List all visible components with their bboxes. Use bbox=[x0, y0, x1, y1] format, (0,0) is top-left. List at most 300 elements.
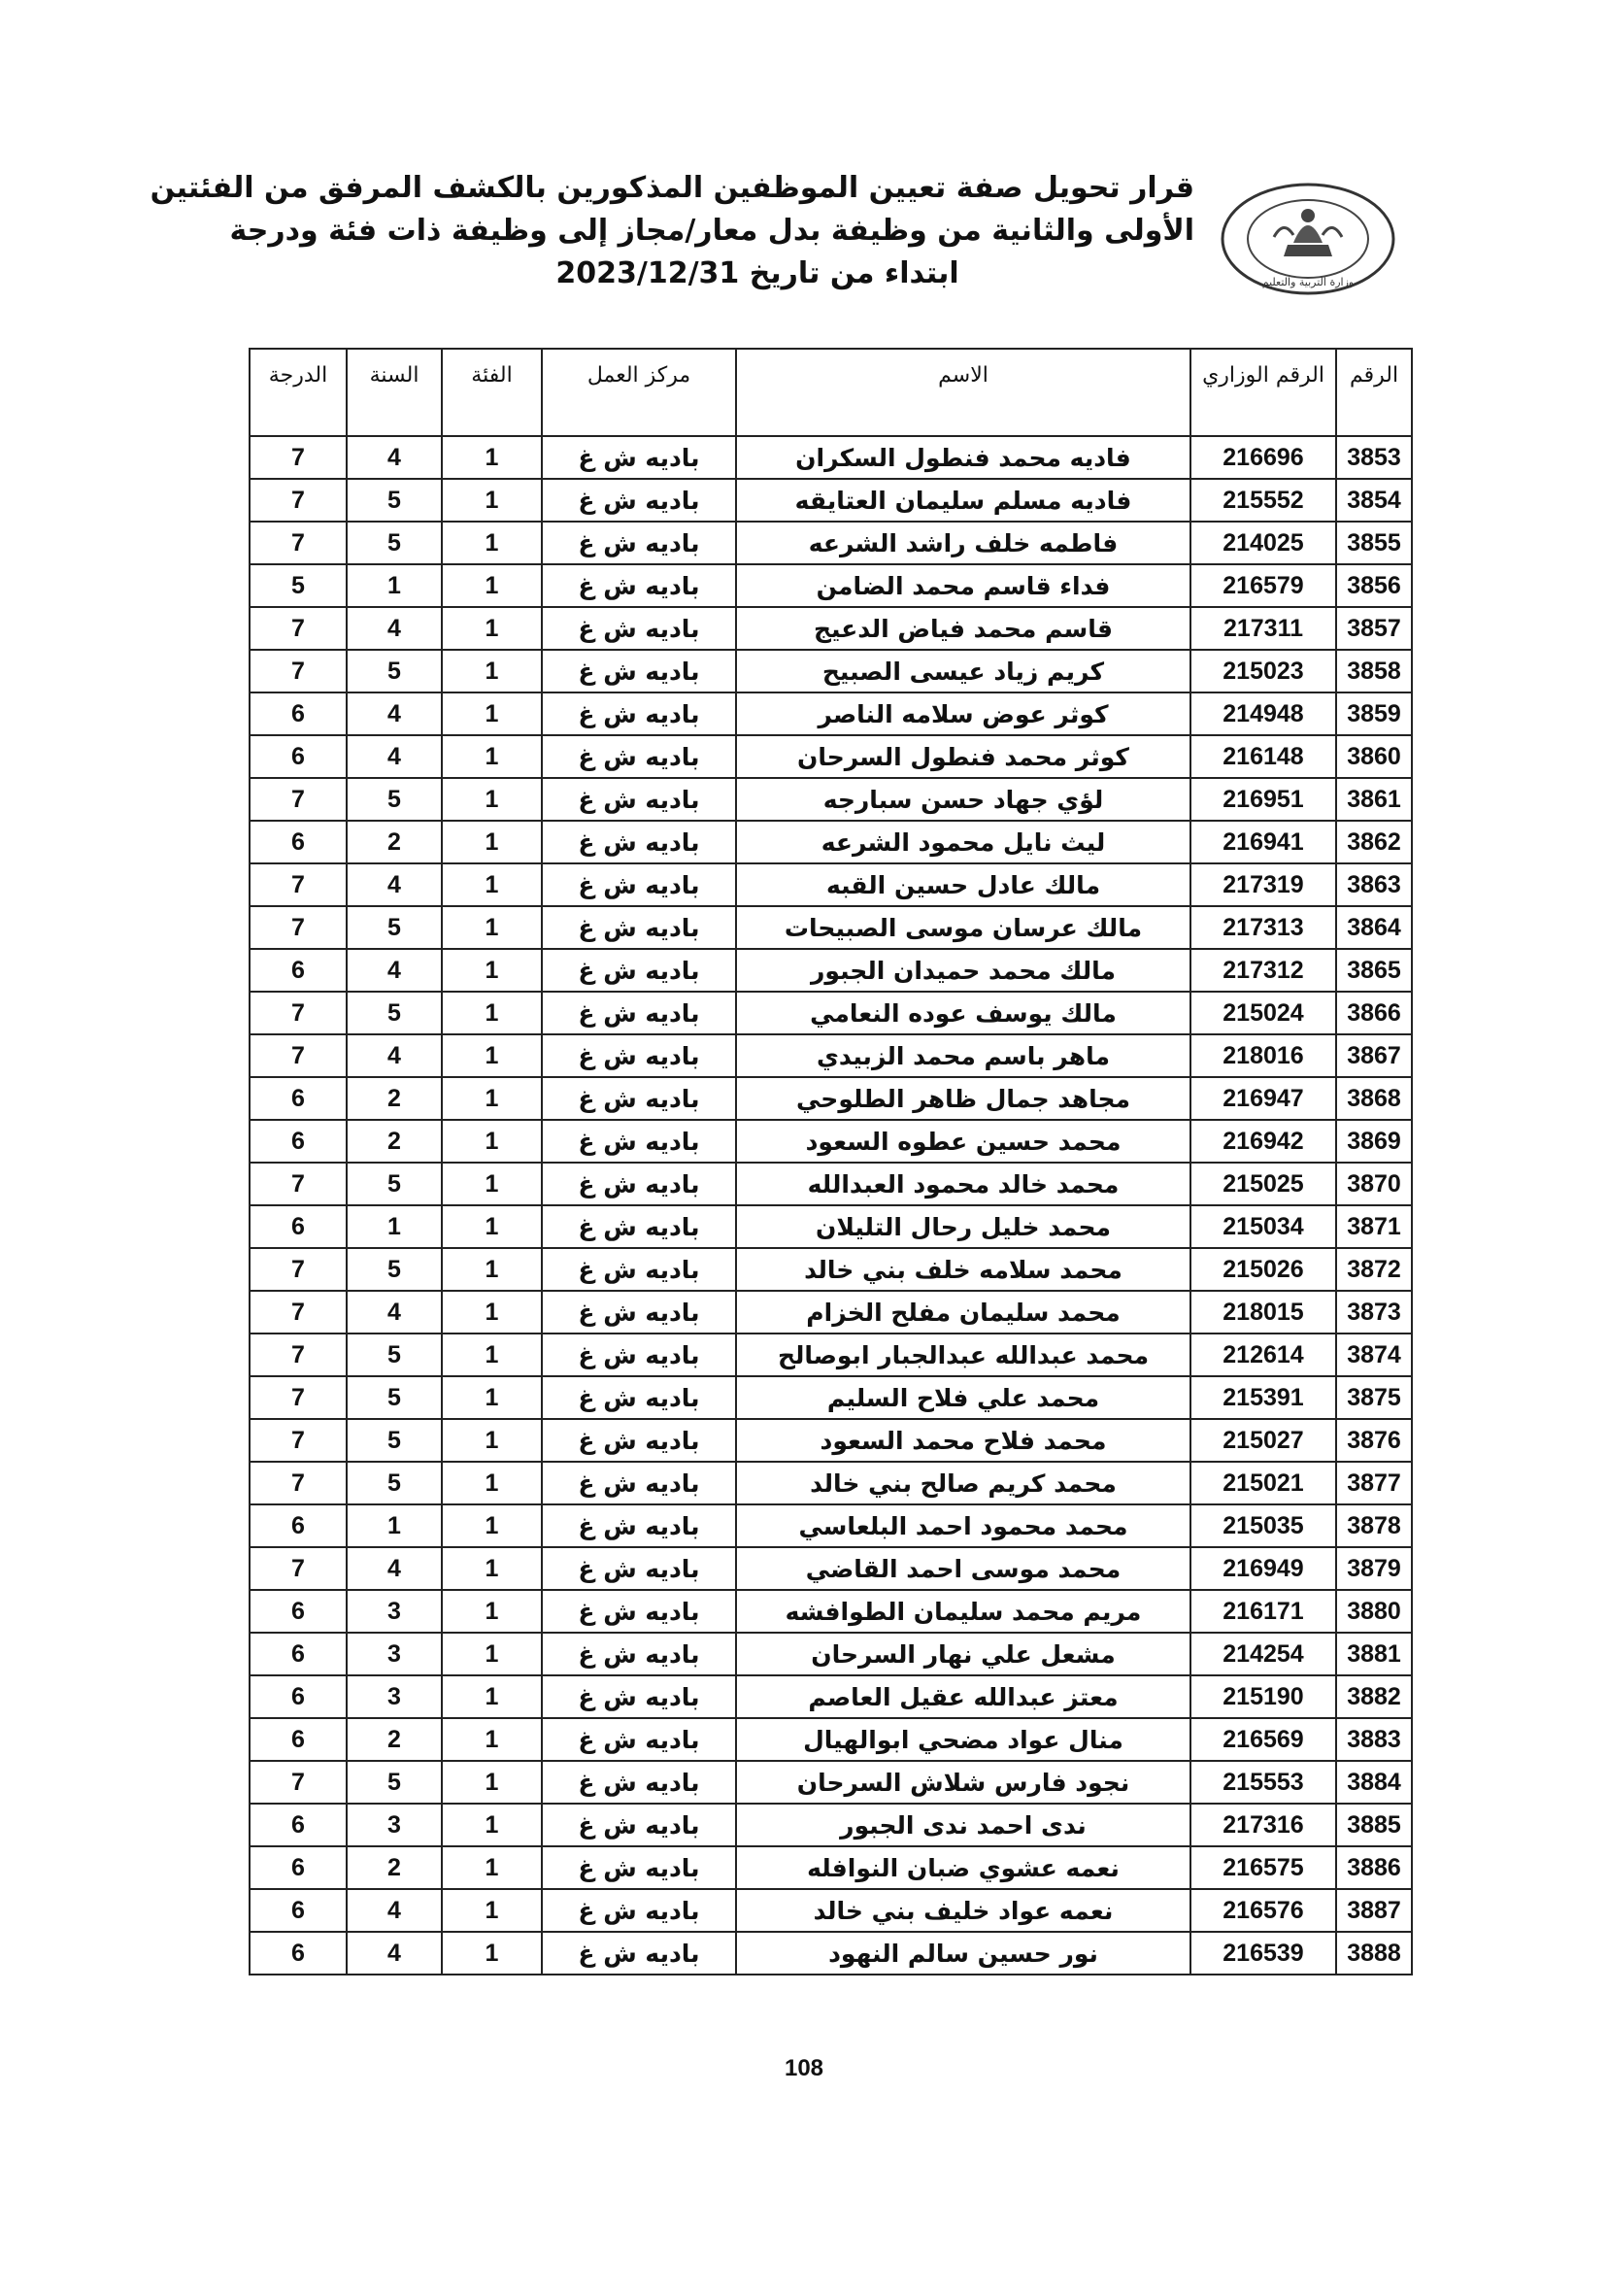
cell-ministry-id: 215023 bbox=[1190, 650, 1336, 692]
cell-category: 1 bbox=[442, 1590, 542, 1633]
cell-ministry-id: 216941 bbox=[1190, 821, 1336, 863]
cell-index: 3884 bbox=[1336, 1761, 1412, 1804]
cell-name: كوثر محمد فنطول السرحان bbox=[736, 735, 1190, 778]
cell-work-center: باديه ش غ bbox=[542, 1932, 736, 1975]
cell-work-center: باديه ش غ bbox=[542, 564, 736, 607]
cell-grade: 6 bbox=[250, 1889, 347, 1932]
cell-category: 1 bbox=[442, 1077, 542, 1120]
cell-grade: 7 bbox=[250, 1334, 347, 1376]
cell-ministry-id: 212614 bbox=[1190, 1334, 1336, 1376]
cell-work-center: باديه ش غ bbox=[542, 1718, 736, 1761]
table-row bbox=[250, 1077, 1412, 1120]
cell-work-center: باديه ش غ bbox=[542, 1205, 736, 1248]
title-line-3: ابتداء من تاريخ 2023/12/31 bbox=[555, 256, 959, 290]
header-index: الرقم bbox=[1336, 349, 1412, 436]
cell-category: 1 bbox=[442, 1889, 542, 1932]
table-row bbox=[250, 1718, 1412, 1761]
cell-work-center: باديه ش غ bbox=[542, 1804, 736, 1846]
cell-work-center: باديه ش غ bbox=[542, 1163, 736, 1205]
table-row bbox=[250, 1163, 1412, 1205]
cell-category: 1 bbox=[442, 692, 542, 735]
cell-ministry-id: 218016 bbox=[1190, 1034, 1336, 1077]
table-row bbox=[250, 863, 1412, 906]
cell-ministry-id: 216171 bbox=[1190, 1590, 1336, 1633]
cell-name: مالك محمد حميدان الجبور bbox=[736, 949, 1190, 992]
cell-name: مالك عادل حسين القبه bbox=[736, 863, 1190, 906]
cell-year: 4 bbox=[347, 1932, 442, 1975]
cell-category: 1 bbox=[442, 1163, 542, 1205]
cell-index: 3881 bbox=[1336, 1633, 1412, 1675]
cell-work-center: باديه ش غ bbox=[542, 778, 736, 821]
table-row bbox=[250, 1590, 1412, 1633]
cell-year: 4 bbox=[347, 949, 442, 992]
table-row bbox=[250, 1462, 1412, 1504]
page-number: 108 bbox=[784, 2055, 824, 2081]
cell-index: 3888 bbox=[1336, 1932, 1412, 1975]
cell-work-center: باديه ش غ bbox=[542, 1761, 736, 1804]
cell-ministry-id: 217312 bbox=[1190, 949, 1336, 992]
cell-grade: 6 bbox=[250, 1504, 347, 1547]
table-row bbox=[250, 436, 1412, 479]
cell-grade: 7 bbox=[250, 778, 347, 821]
cell-ministry-id: 216148 bbox=[1190, 735, 1336, 778]
cell-index: 3885 bbox=[1336, 1804, 1412, 1846]
cell-name: مجاهد جمال ظاهر الطلوحي bbox=[736, 1077, 1190, 1120]
cell-grade: 7 bbox=[250, 436, 347, 479]
header-name: الاسم bbox=[736, 349, 1190, 436]
cell-category: 1 bbox=[442, 1504, 542, 1547]
cell-year: 5 bbox=[347, 992, 442, 1034]
cell-category: 1 bbox=[442, 564, 542, 607]
cell-year: 4 bbox=[347, 436, 442, 479]
table-row bbox=[250, 1846, 1412, 1889]
table-row bbox=[250, 607, 1412, 650]
cell-work-center: باديه ش غ bbox=[542, 692, 736, 735]
cell-index: 3855 bbox=[1336, 522, 1412, 564]
cell-year: 5 bbox=[347, 1761, 442, 1804]
cell-name: ندى احمد ندى الجبور bbox=[736, 1804, 1190, 1846]
cell-work-center: باديه ش غ bbox=[542, 522, 736, 564]
cell-category: 1 bbox=[442, 1334, 542, 1376]
cell-year: 5 bbox=[347, 906, 442, 949]
cell-year: 4 bbox=[347, 1889, 442, 1932]
cell-category: 1 bbox=[442, 1419, 542, 1462]
cell-grade: 6 bbox=[250, 949, 347, 992]
cell-work-center: باديه ش غ bbox=[542, 607, 736, 650]
table-row bbox=[250, 1334, 1412, 1376]
cell-category: 1 bbox=[442, 650, 542, 692]
cell-name: نجود فارس شلاش السرحان bbox=[736, 1761, 1190, 1804]
cell-category: 1 bbox=[442, 479, 542, 522]
cell-name: ماهر باسم محمد الزبيدي bbox=[736, 1034, 1190, 1077]
cell-name: محمد خليل رحال التليلان bbox=[736, 1205, 1190, 1248]
table-row bbox=[250, 1547, 1412, 1590]
cell-year: 4 bbox=[347, 1291, 442, 1334]
cell-work-center: باديه ش غ bbox=[542, 1675, 736, 1718]
cell-name: محمد موسى احمد القاضي bbox=[736, 1547, 1190, 1590]
cell-grade: 6 bbox=[250, 1077, 347, 1120]
cell-ministry-id: 216539 bbox=[1190, 1932, 1336, 1975]
cell-work-center: باديه ش غ bbox=[542, 650, 736, 692]
cell-ministry-id: 215021 bbox=[1190, 1462, 1336, 1504]
cell-year: 5 bbox=[347, 650, 442, 692]
cell-index: 3853 bbox=[1336, 436, 1412, 479]
cell-ministry-id: 216579 bbox=[1190, 564, 1336, 607]
cell-ministry-id: 215026 bbox=[1190, 1248, 1336, 1291]
cell-grade: 6 bbox=[250, 1932, 347, 1975]
cell-name: نور حسين سالم النهود bbox=[736, 1932, 1190, 1975]
cell-year: 4 bbox=[347, 1547, 442, 1590]
cell-index: 3856 bbox=[1336, 564, 1412, 607]
cell-ministry-id: 216696 bbox=[1190, 436, 1336, 479]
cell-ministry-id: 215552 bbox=[1190, 479, 1336, 522]
cell-ministry-id: 214948 bbox=[1190, 692, 1336, 735]
table-row bbox=[250, 1633, 1412, 1675]
cell-work-center: باديه ش غ bbox=[542, 1034, 736, 1077]
cell-work-center: باديه ش غ bbox=[542, 1547, 736, 1590]
cell-work-center: باديه ش غ bbox=[542, 1334, 736, 1376]
table-row bbox=[250, 1761, 1412, 1804]
table-row bbox=[250, 522, 1412, 564]
cell-work-center: باديه ش غ bbox=[542, 1077, 736, 1120]
cell-category: 1 bbox=[442, 735, 542, 778]
cell-index: 3871 bbox=[1336, 1205, 1412, 1248]
cell-grade: 6 bbox=[250, 1804, 347, 1846]
cell-name: محمد سلامه خلف بني خالد bbox=[736, 1248, 1190, 1291]
cell-ministry-id: 215035 bbox=[1190, 1504, 1336, 1547]
cell-index: 3882 bbox=[1336, 1675, 1412, 1718]
cell-year: 4 bbox=[347, 863, 442, 906]
table-row bbox=[250, 1675, 1412, 1718]
cell-work-center: باديه ش غ bbox=[542, 1376, 736, 1419]
cell-ministry-id: 215027 bbox=[1190, 1419, 1336, 1462]
cell-category: 1 bbox=[442, 1846, 542, 1889]
table-row bbox=[250, 949, 1412, 992]
cell-grade: 6 bbox=[250, 1633, 347, 1675]
cell-ministry-id: 217313 bbox=[1190, 906, 1336, 949]
cell-name: مشعل علي نهار السرحان bbox=[736, 1633, 1190, 1675]
cell-work-center: باديه ش غ bbox=[542, 1291, 736, 1334]
cell-ministry-id: 216569 bbox=[1190, 1718, 1336, 1761]
cell-ministry-id: 214254 bbox=[1190, 1633, 1336, 1675]
cell-year: 5 bbox=[347, 479, 442, 522]
cell-name: مالك يوسف عوده النعامي bbox=[736, 992, 1190, 1034]
cell-index: 3880 bbox=[1336, 1590, 1412, 1633]
cell-ministry-id: 214025 bbox=[1190, 522, 1336, 564]
cell-ministry-id: 215190 bbox=[1190, 1675, 1336, 1718]
cell-year: 5 bbox=[347, 1376, 442, 1419]
cell-grade: 7 bbox=[250, 1291, 347, 1334]
cell-ministry-id: 216576 bbox=[1190, 1889, 1336, 1932]
cell-index: 3861 bbox=[1336, 778, 1412, 821]
cell-name: محمد فلاح محمد السعود bbox=[736, 1419, 1190, 1462]
cell-index: 3866 bbox=[1336, 992, 1412, 1034]
cell-name: محمد حسين عطوه السعود bbox=[736, 1120, 1190, 1163]
cell-grade: 6 bbox=[250, 735, 347, 778]
cell-name: فاطمه خلف راشد الشرعه bbox=[736, 522, 1190, 564]
cell-index: 3860 bbox=[1336, 735, 1412, 778]
cell-work-center: باديه ش غ bbox=[542, 479, 736, 522]
cell-grade: 7 bbox=[250, 906, 347, 949]
cell-year: 4 bbox=[347, 692, 442, 735]
cell-grade: 7 bbox=[250, 1462, 347, 1504]
cell-year: 5 bbox=[347, 1163, 442, 1205]
cell-index: 3864 bbox=[1336, 906, 1412, 949]
cell-name: لؤي جهاد حسن سبارجه bbox=[736, 778, 1190, 821]
cell-year: 5 bbox=[347, 778, 442, 821]
cell-index: 3854 bbox=[1336, 479, 1412, 522]
cell-ministry-id: 215034 bbox=[1190, 1205, 1336, 1248]
cell-year: 1 bbox=[347, 564, 442, 607]
cell-index: 3869 bbox=[1336, 1120, 1412, 1163]
cell-index: 3886 bbox=[1336, 1846, 1412, 1889]
table-header-row bbox=[250, 349, 1412, 436]
table-row bbox=[250, 1291, 1412, 1334]
cell-name: فداء قاسم محمد الضامن bbox=[736, 564, 1190, 607]
table-row bbox=[250, 479, 1412, 522]
table-row bbox=[250, 735, 1412, 778]
cell-work-center: باديه ش غ bbox=[542, 992, 736, 1034]
cell-index: 3870 bbox=[1336, 1163, 1412, 1205]
cell-index: 3887 bbox=[1336, 1889, 1412, 1932]
cell-index: 3858 bbox=[1336, 650, 1412, 692]
header-ministry-id: الرقم الوزاري bbox=[1190, 349, 1336, 436]
header-category: الفئة bbox=[442, 349, 542, 436]
cell-work-center: باديه ش غ bbox=[542, 906, 736, 949]
cell-category: 1 bbox=[442, 1633, 542, 1675]
cell-index: 3874 bbox=[1336, 1334, 1412, 1376]
cell-ministry-id: 215025 bbox=[1190, 1163, 1336, 1205]
cell-category: 1 bbox=[442, 1034, 542, 1077]
cell-category: 1 bbox=[442, 992, 542, 1034]
table-row bbox=[250, 1376, 1412, 1419]
cell-work-center: باديه ش غ bbox=[542, 1889, 736, 1932]
cell-year: 2 bbox=[347, 1120, 442, 1163]
cell-name: نعمه عواد خليف بني خالد bbox=[736, 1889, 1190, 1932]
cell-category: 1 bbox=[442, 821, 542, 863]
cell-name: مالك عرسان موسى الصبيحات bbox=[736, 906, 1190, 949]
table-row bbox=[250, 821, 1412, 863]
cell-grade: 7 bbox=[250, 1376, 347, 1419]
cell-category: 1 bbox=[442, 1932, 542, 1975]
cell-grade: 6 bbox=[250, 1675, 347, 1718]
cell-grade: 5 bbox=[250, 564, 347, 607]
cell-index: 3865 bbox=[1336, 949, 1412, 992]
table-row bbox=[250, 1205, 1412, 1248]
cell-name: كوثر عوض سلامه الناصر bbox=[736, 692, 1190, 735]
cell-grade: 7 bbox=[250, 479, 347, 522]
cell-category: 1 bbox=[442, 1120, 542, 1163]
cell-index: 3872 bbox=[1336, 1248, 1412, 1291]
cell-year: 2 bbox=[347, 1846, 442, 1889]
cell-index: 3876 bbox=[1336, 1419, 1412, 1462]
cell-year: 4 bbox=[347, 607, 442, 650]
cell-name: ليث نايل محمود الشرعه bbox=[736, 821, 1190, 863]
cell-name: منال عواد مضحي ابوالهيال bbox=[736, 1718, 1190, 1761]
cell-grade: 6 bbox=[250, 1718, 347, 1761]
table-row bbox=[250, 564, 1412, 607]
cell-ministry-id: 217311 bbox=[1190, 607, 1336, 650]
cell-ministry-id: 216951 bbox=[1190, 778, 1336, 821]
cell-name: معتز عبدالله عقيل العاصم bbox=[736, 1675, 1190, 1718]
cell-index: 3862 bbox=[1336, 821, 1412, 863]
employee-table bbox=[249, 348, 1413, 1975]
cell-ministry-id: 216949 bbox=[1190, 1547, 1336, 1590]
table-row bbox=[250, 1504, 1412, 1547]
cell-index: 3868 bbox=[1336, 1077, 1412, 1120]
cell-ministry-id: 215391 bbox=[1190, 1376, 1336, 1419]
document-title bbox=[150, 167, 1194, 295]
cell-grade: 7 bbox=[250, 1761, 347, 1804]
cell-index: 3878 bbox=[1336, 1504, 1412, 1547]
table-body bbox=[250, 436, 1412, 1975]
cell-grade: 7 bbox=[250, 1163, 347, 1205]
emblem-text: وزارة التربية والتعليم bbox=[1261, 276, 1355, 288]
cell-grade: 7 bbox=[250, 522, 347, 564]
cell-work-center: باديه ش غ bbox=[542, 949, 736, 992]
ministry-emblem bbox=[1216, 181, 1400, 297]
cell-year: 5 bbox=[347, 522, 442, 564]
cell-grade: 6 bbox=[250, 1205, 347, 1248]
cell-category: 1 bbox=[442, 1205, 542, 1248]
cell-category: 1 bbox=[442, 949, 542, 992]
cell-grade: 7 bbox=[250, 1547, 347, 1590]
cell-name: مريم محمد سليمان الطوافشه bbox=[736, 1590, 1190, 1633]
cell-work-center: باديه ش غ bbox=[542, 1462, 736, 1504]
header-grade: الدرجة bbox=[250, 349, 347, 436]
cell-name: محمد كريم صالح بني خالد bbox=[736, 1462, 1190, 1504]
cell-ministry-id: 216575 bbox=[1190, 1846, 1336, 1889]
cell-name: قاسم محمد فياض الدعيج bbox=[736, 607, 1190, 650]
cell-work-center: باديه ش غ bbox=[542, 436, 736, 479]
header-work-center: مركز العمل bbox=[542, 349, 736, 436]
cell-ministry-id: 217319 bbox=[1190, 863, 1336, 906]
cell-category: 1 bbox=[442, 607, 542, 650]
cell-year: 5 bbox=[347, 1248, 442, 1291]
title-line-2: الأولى والثانية من وظيفة بدل معار/مجاز إلى وظيفة ذات فئة ودرجة bbox=[229, 214, 1194, 248]
cell-grade: 6 bbox=[250, 692, 347, 735]
cell-grade: 6 bbox=[250, 1846, 347, 1889]
cell-grade: 6 bbox=[250, 1120, 347, 1163]
cell-name: محمد سليمان مفلح الخزام bbox=[736, 1291, 1190, 1334]
table-row bbox=[250, 1120, 1412, 1163]
cell-category: 1 bbox=[442, 522, 542, 564]
cell-name: محمد محمود احمد البلعاسي bbox=[736, 1504, 1190, 1547]
cell-category: 1 bbox=[442, 778, 542, 821]
cell-grade: 7 bbox=[250, 1248, 347, 1291]
cell-ministry-id: 215024 bbox=[1190, 992, 1336, 1034]
table-row bbox=[250, 1248, 1412, 1291]
cell-category: 1 bbox=[442, 1718, 542, 1761]
cell-category: 1 bbox=[442, 906, 542, 949]
cell-year: 1 bbox=[347, 1205, 442, 1248]
cell-year: 5 bbox=[347, 1462, 442, 1504]
cell-index: 3877 bbox=[1336, 1462, 1412, 1504]
cell-year: 5 bbox=[347, 1419, 442, 1462]
cell-work-center: باديه ش غ bbox=[542, 1846, 736, 1889]
cell-index: 3863 bbox=[1336, 863, 1412, 906]
cell-ministry-id: 216947 bbox=[1190, 1077, 1336, 1120]
cell-work-center: باديه ش غ bbox=[542, 821, 736, 863]
cell-work-center: باديه ش غ bbox=[542, 1120, 736, 1163]
cell-name: محمد علي فلاح السليم bbox=[736, 1376, 1190, 1419]
cell-category: 1 bbox=[442, 863, 542, 906]
cell-work-center: باديه ش غ bbox=[542, 1419, 736, 1462]
table-row bbox=[250, 906, 1412, 949]
table-row bbox=[250, 1034, 1412, 1077]
cell-year: 4 bbox=[347, 1034, 442, 1077]
table-row bbox=[250, 1804, 1412, 1846]
cell-ministry-id: 218015 bbox=[1190, 1291, 1336, 1334]
cell-name: محمد عبدالله عبدالجبار ابوصالح bbox=[736, 1334, 1190, 1376]
cell-index: 3857 bbox=[1336, 607, 1412, 650]
cell-name: نعمه عشوي ضبان النوافله bbox=[736, 1846, 1190, 1889]
cell-grade: 7 bbox=[250, 1419, 347, 1462]
cell-grade: 7 bbox=[250, 1034, 347, 1077]
cell-category: 1 bbox=[442, 1675, 542, 1718]
cell-index: 3859 bbox=[1336, 692, 1412, 735]
cell-category: 1 bbox=[442, 1804, 542, 1846]
cell-year: 3 bbox=[347, 1804, 442, 1846]
table-row bbox=[250, 992, 1412, 1034]
cell-index: 3873 bbox=[1336, 1291, 1412, 1334]
cell-year: 2 bbox=[347, 1718, 442, 1761]
cell-year: 1 bbox=[347, 1504, 442, 1547]
cell-category: 1 bbox=[442, 1547, 542, 1590]
cell-category: 1 bbox=[442, 1248, 542, 1291]
cell-year: 3 bbox=[347, 1675, 442, 1718]
cell-ministry-id: 217316 bbox=[1190, 1804, 1336, 1846]
table-row bbox=[250, 1419, 1412, 1462]
cell-index: 3879 bbox=[1336, 1547, 1412, 1590]
cell-grade: 6 bbox=[250, 821, 347, 863]
cell-grade: 7 bbox=[250, 863, 347, 906]
cell-work-center: باديه ش غ bbox=[542, 863, 736, 906]
cell-year: 2 bbox=[347, 1077, 442, 1120]
ministry-emblem-seal-icon bbox=[1216, 181, 1400, 297]
cell-work-center: باديه ش غ bbox=[542, 1590, 736, 1633]
table-row bbox=[250, 692, 1412, 735]
cell-work-center: باديه ش غ bbox=[542, 1248, 736, 1291]
cell-year: 3 bbox=[347, 1633, 442, 1675]
cell-category: 1 bbox=[442, 1462, 542, 1504]
table-row bbox=[250, 1932, 1412, 1975]
cell-year: 2 bbox=[347, 821, 442, 863]
cell-index: 3867 bbox=[1336, 1034, 1412, 1077]
table-row bbox=[250, 1889, 1412, 1932]
cell-name: محمد خالد محمود العبدالله bbox=[736, 1163, 1190, 1205]
cell-category: 1 bbox=[442, 1376, 542, 1419]
cell-year: 5 bbox=[347, 1334, 442, 1376]
cell-category: 1 bbox=[442, 1291, 542, 1334]
cell-grade: 7 bbox=[250, 650, 347, 692]
cell-work-center: باديه ش غ bbox=[542, 1633, 736, 1675]
cell-work-center: باديه ش غ bbox=[542, 1504, 736, 1547]
table-row bbox=[250, 778, 1412, 821]
cell-category: 1 bbox=[442, 1761, 542, 1804]
cell-category: 1 bbox=[442, 436, 542, 479]
cell-index: 3883 bbox=[1336, 1718, 1412, 1761]
cell-ministry-id: 215553 bbox=[1190, 1761, 1336, 1804]
header-year: السنة bbox=[347, 349, 442, 436]
cell-name: فاديه مسلم سليمان العتايقه bbox=[736, 479, 1190, 522]
cell-grade: 7 bbox=[250, 607, 347, 650]
cell-index: 3875 bbox=[1336, 1376, 1412, 1419]
cell-year: 3 bbox=[347, 1590, 442, 1633]
table-row bbox=[250, 650, 1412, 692]
cell-ministry-id: 216942 bbox=[1190, 1120, 1336, 1163]
cell-name: فاديه محمد فنطول السكران bbox=[736, 436, 1190, 479]
